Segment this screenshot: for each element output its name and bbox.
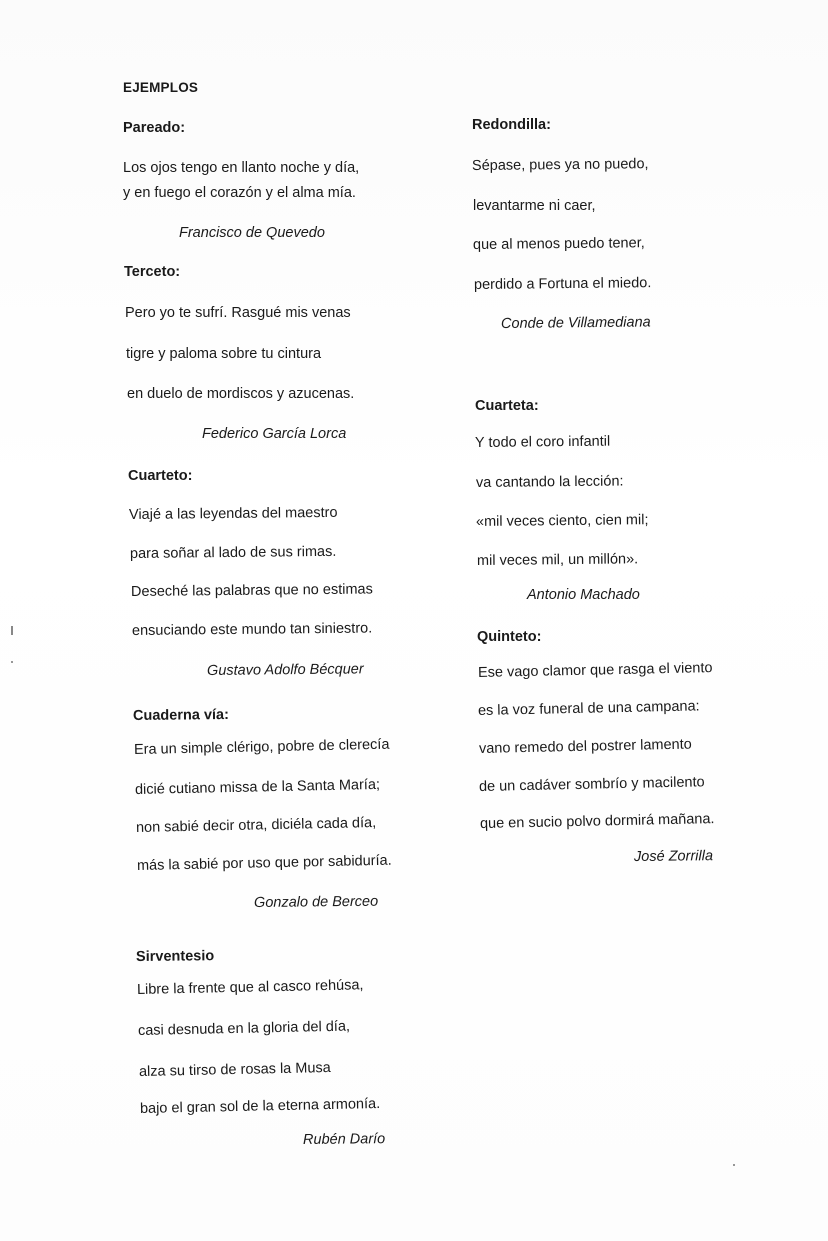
redondilla-line-3: que al menos puedo tener,	[472, 235, 645, 253]
quinteto-line-2: es la voz funeral de una campana:	[477, 698, 700, 719]
redondilla-heading: Redondilla:	[472, 117, 551, 133]
terceto-author: Federico García Lorca	[202, 426, 347, 442]
cuaderna-line-3: non sabié decir otra, diciéla cada día,	[135, 814, 377, 836]
terceto-line-2: tigre y paloma sobre tu cintura	[126, 346, 322, 362]
pareado-heading: Pareado:	[123, 120, 186, 136]
cuarteto-line-4: ensuciando este mundo tan siniestro.	[131, 620, 373, 639]
cuarteta-author: Antonio Machado	[527, 587, 640, 603]
quinteto-line-1: Ese vago clamor que rasga el viento	[477, 660, 713, 681]
pareado-line-1: Los ojos tengo en llanto noche y día,	[123, 160, 360, 176]
serventesio-author: Rubén Darío	[302, 1131, 386, 1148]
pareado-author: Francisco de Quevedo	[179, 225, 325, 241]
cuarteta-heading: Cuarteta:	[475, 398, 539, 414]
redondilla-line-1: Sépase, pues ya no puedo,	[471, 156, 649, 174]
terceto-line-1: Pero yo te sufrí. Rasgué mis venas	[125, 305, 351, 321]
quinteto-line-5: que en sucio polvo dormirá mañana.	[479, 811, 715, 832]
page-title: EJEMPLOS	[123, 80, 199, 95]
scan-dot	[733, 1164, 735, 1166]
redondilla-line-2: levantarme ni caer,	[473, 198, 596, 214]
scan-mark	[11, 626, 13, 635]
cuarteto-line-1: Viajé a las leyendas del maestro	[128, 504, 338, 523]
cuaderna-line-2: dicié cutiano missa de la Santa María;	[134, 776, 381, 798]
cuarteto-line-2: para soñar al lado de sus rimas.	[129, 543, 337, 562]
cuarteto-line-3: Deseché las palabras que no estimas	[130, 581, 373, 600]
cuaderna-heading: Cuaderna vía:	[132, 706, 229, 724]
cuarteta-line-2: va cantando la lección:	[475, 473, 624, 491]
cuaderna-line-1: Era un simple clérigo, pobre de clerecía	[133, 736, 390, 758]
terceto-heading: Terceto:	[124, 264, 181, 280]
quinteto-line-3: vano remedo del postrer lamento	[478, 736, 692, 757]
redondilla-author: Conde de Villamediana	[500, 314, 651, 332]
cuarteta-line-4: mil veces mil, un millón».	[476, 551, 639, 569]
quinteto-line-4: de un cadáver sombrío y macilento	[478, 774, 705, 795]
cuarteto-heading: Cuarteto:	[128, 468, 193, 484]
redondilla-line-4: perdido a Fortuna el miedo.	[473, 275, 652, 293]
quinteto-heading: Quinteto:	[477, 629, 542, 645]
pareado-line-2: y en fuego el corazón y el alma mía.	[123, 185, 356, 201]
serventesio-line-2: casi desnuda en la gloria del día,	[137, 1018, 351, 1039]
serventesio-heading: Sirventesio	[135, 948, 215, 965]
cuaderna-author: Gonzalo de Berceo	[253, 893, 379, 911]
serventesio-line-4: bajo el gran sol de la eterna armonía.	[139, 1095, 381, 1117]
cuaderna-line-4: más la sabié por uso que por sabiduría.	[136, 852, 392, 874]
cuarteto-author: Gustavo Adolfo Bécquer	[206, 661, 364, 679]
serventesio-line-1: Libre la frente que al casco rehúsa,	[136, 977, 364, 998]
quinteto-author: José Zorrilla	[633, 848, 714, 865]
cuarteta-line-1: Y todo el coro infantil	[474, 433, 611, 451]
serventesio-line-3: alza su tirso de rosas la Musa	[138, 1059, 331, 1080]
scan-dot	[11, 661, 13, 663]
terceto-line-3: en duelo de mordiscos y azucenas.	[127, 386, 355, 402]
cuarteta-line-3: «mil veces ciento, cien mil;	[475, 512, 649, 530]
